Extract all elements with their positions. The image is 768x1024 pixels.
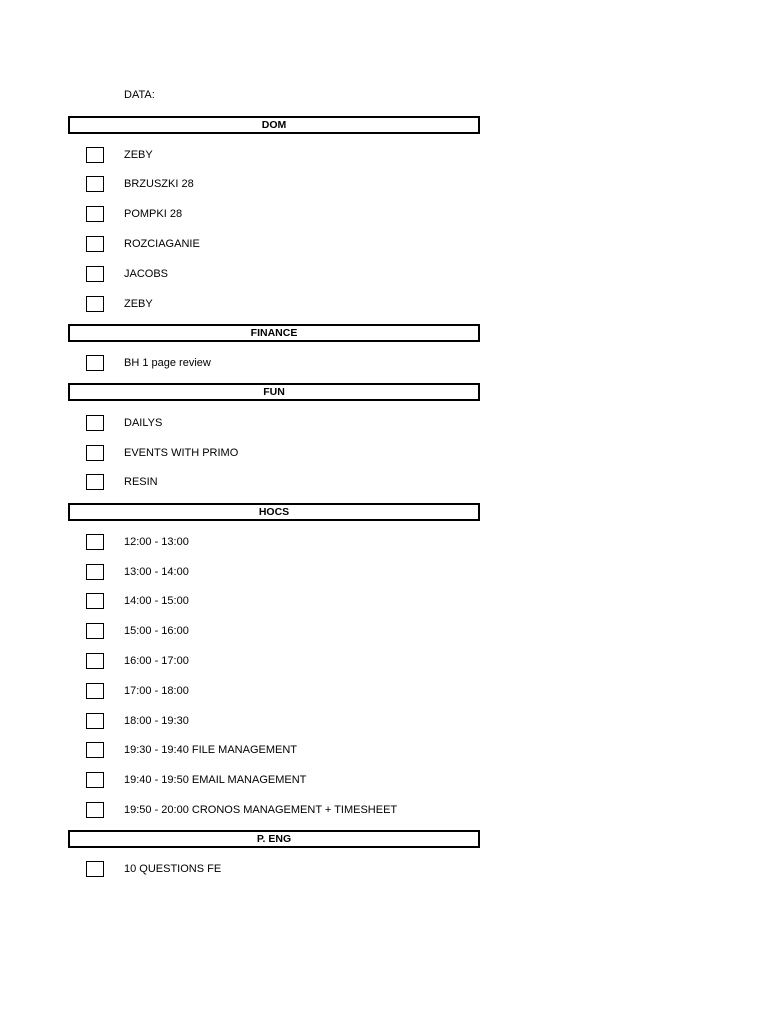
task-label: 13:00 - 14:00 bbox=[124, 566, 189, 578]
task-checkbox[interactable] bbox=[86, 802, 104, 818]
task-row bbox=[0, 296, 768, 314]
task-checkbox[interactable] bbox=[86, 176, 104, 192]
task-row bbox=[0, 713, 768, 731]
task-checkbox[interactable] bbox=[86, 653, 104, 669]
task-label: BH 1 page review bbox=[124, 357, 211, 369]
task-row bbox=[0, 742, 768, 760]
task-row bbox=[0, 176, 768, 194]
task-checkbox[interactable] bbox=[86, 713, 104, 729]
task-row bbox=[0, 445, 768, 463]
task-label: ZEBY bbox=[124, 298, 153, 310]
task-checkbox[interactable] bbox=[86, 474, 104, 490]
task-label: 19:40 - 19:50 EMAIL MANAGEMENT bbox=[124, 774, 307, 786]
task-checkbox[interactable] bbox=[86, 296, 104, 312]
task-checkbox[interactable] bbox=[86, 147, 104, 163]
task-label: 19:50 - 20:00 CRONOS MANAGEMENT + TIMESHEET bbox=[124, 804, 398, 816]
date-label: DATA: bbox=[124, 89, 155, 101]
task-row bbox=[0, 861, 768, 879]
task-label: 18:00 - 19:30 bbox=[124, 715, 189, 727]
task-row bbox=[0, 683, 768, 701]
task-checkbox[interactable] bbox=[86, 772, 104, 788]
task-checkbox[interactable] bbox=[86, 355, 104, 371]
task-row bbox=[0, 206, 768, 224]
task-row bbox=[0, 266, 768, 284]
task-label: ZEBY bbox=[124, 149, 153, 161]
task-checkbox[interactable] bbox=[86, 623, 104, 639]
task-checkbox[interactable] bbox=[86, 534, 104, 550]
task-label: 12:00 - 13:00 bbox=[124, 536, 189, 548]
task-row bbox=[0, 355, 768, 373]
section-header-finance: FINANCE bbox=[68, 324, 480, 342]
task-label: 19:30 - 19:40 FILE MANAGEMENT bbox=[124, 744, 298, 756]
task-label: 14:00 - 15:00 bbox=[124, 595, 189, 607]
task-label: POMPKI 28 bbox=[124, 208, 183, 220]
task-label: 15:00 - 16:00 bbox=[124, 625, 189, 637]
task-row bbox=[0, 653, 768, 671]
section-header-fun: FUN bbox=[68, 383, 480, 401]
task-row bbox=[0, 534, 768, 552]
task-row bbox=[0, 474, 768, 492]
task-checkbox[interactable] bbox=[86, 445, 104, 461]
task-label: ROZCIAGANIE bbox=[124, 238, 200, 250]
task-checkbox[interactable] bbox=[86, 564, 104, 580]
task-label: BRZUSZKI 28 bbox=[124, 178, 194, 190]
task-label: 10 QUESTIONS FE bbox=[124, 863, 222, 875]
task-row bbox=[0, 236, 768, 254]
task-checkbox[interactable] bbox=[86, 206, 104, 222]
task-row bbox=[0, 564, 768, 582]
task-row bbox=[0, 623, 768, 641]
task-checkbox[interactable] bbox=[86, 861, 104, 877]
task-checkbox[interactable] bbox=[86, 683, 104, 699]
task-label: 17:00 - 18:00 bbox=[124, 685, 189, 697]
task-label: EVENTS WITH PRIMO bbox=[124, 447, 239, 459]
task-label: RESIN bbox=[124, 476, 158, 488]
task-row bbox=[0, 147, 768, 165]
task-checkbox[interactable] bbox=[86, 236, 104, 252]
task-row bbox=[0, 415, 768, 433]
task-checkbox[interactable] bbox=[86, 742, 104, 758]
task-checkbox[interactable] bbox=[86, 266, 104, 282]
task-checkbox[interactable] bbox=[86, 415, 104, 431]
task-checkbox[interactable] bbox=[86, 593, 104, 609]
section-header-p-eng: P. ENG bbox=[68, 830, 480, 848]
task-label: DAILYS bbox=[124, 417, 163, 429]
task-row bbox=[0, 593, 768, 611]
section-header-hocs: HOCS bbox=[68, 503, 480, 521]
task-label: JACOBS bbox=[124, 268, 169, 280]
section-header-dom: DOM bbox=[68, 116, 480, 134]
task-row bbox=[0, 772, 768, 790]
task-label: 16:00 - 17:00 bbox=[124, 655, 189, 667]
task-row bbox=[0, 802, 768, 820]
